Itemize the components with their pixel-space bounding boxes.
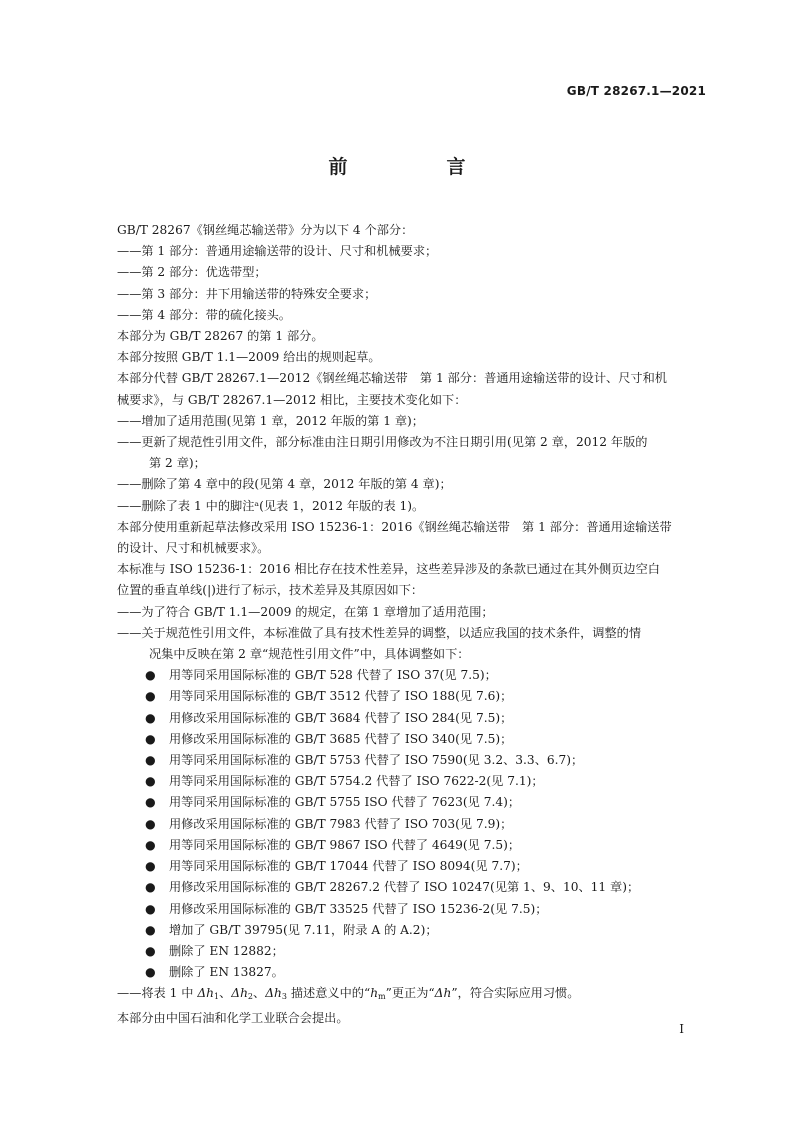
subscript: 2 xyxy=(247,992,254,1002)
symbol: Δh xyxy=(197,986,214,1001)
list-item xyxy=(145,665,707,686)
difference-text: 描述意义中的“ xyxy=(286,986,371,1001)
bullet-icon: ● xyxy=(145,689,156,704)
bullet-icon: ● xyxy=(145,668,156,683)
bullet-icon: ● xyxy=(145,731,156,746)
normative-reference-changes xyxy=(117,665,707,983)
paragraph-part-statement: 本部分为 GB/T 28267 的第 1 部分。 xyxy=(117,329,324,344)
paragraph-adoption-line2: 的设计、尺寸和机械要求》。 xyxy=(117,541,270,556)
list-item xyxy=(145,708,707,729)
part-item: ——第 1 部分：普通用途输送带的设计、尺寸和机械要求； xyxy=(117,244,438,259)
list-item-text: 用修改采用国际标准的 GB/T 28267.2 代替了 ISO 10247(见第 1、9、10、11 章)； xyxy=(169,880,640,895)
list-item-text: 用等同采用国际标准的 GB/T 17044 代替了 ISO 8094(见 7.7)； xyxy=(169,859,528,874)
list-item-text: 用等同采用国际标准的 GB/T 9867 ISO 代替了 4649(见 7.5)； xyxy=(169,837,521,852)
list-item xyxy=(145,877,707,898)
list-item-text: 删除了 EN 13827。 xyxy=(169,965,284,980)
separator: 、 xyxy=(219,986,232,1001)
bullet-icon: ● xyxy=(145,922,156,937)
bullet-icon: ● xyxy=(145,816,156,831)
list-item-text: 删除了 EN 12882； xyxy=(169,943,284,958)
bullet-icon: ● xyxy=(145,774,156,789)
foreword-body xyxy=(117,220,707,1029)
symbol: Δh xyxy=(231,986,248,1001)
bullet-icon: ● xyxy=(145,837,156,852)
list-item-text: 用修改采用国际标准的 GB/T 7983 代替了 ISO 703(见 7.9)； xyxy=(169,816,513,831)
bullet-icon: ● xyxy=(145,753,156,768)
change-item: ——增加了适用范围(见第 1 章，2012 年版的第 1 章)； xyxy=(117,413,424,428)
bullet-icon: ● xyxy=(145,880,156,895)
list-item xyxy=(145,814,707,835)
paragraph-replaces-line2: 械要求》，与 GB/T 28267.1—2012 相比，主要技术变化如下： xyxy=(117,392,467,407)
list-item xyxy=(145,729,707,750)
separator: 、 xyxy=(253,986,266,1001)
list-item-text: 用修改采用国际标准的 GB/T 33525 代替了 ISO 15236-2(见 7.5)； xyxy=(169,901,548,916)
bullet-icon: ● xyxy=(145,965,156,980)
change-item: ——删除了第 4 章中的段(见第 4 章，2012 年版的第 4 章)； xyxy=(117,477,452,492)
paragraph-differences-line1: 本标准与 ISO 15236-1：2016 相比存在技术性差异，这些差异涉及的条款已通过在其外侧页边空白 xyxy=(117,562,660,577)
list-item-text: 用等同采用国际标准的 GB/T 528 代替了 ISO 37(见 7.5)； xyxy=(169,668,497,683)
list-item xyxy=(145,920,707,941)
subscript: 3 xyxy=(281,992,287,1002)
symbol: Δh xyxy=(265,986,282,1001)
bullet-icon: ● xyxy=(145,710,156,725)
standard-code: GB/T 28267.1—2021 xyxy=(566,84,706,98)
list-item-text: 增加了 GB/T 39795(见 7.11，附录 A 的 A.2)； xyxy=(169,922,438,937)
list-item xyxy=(145,750,707,771)
symbol: h xyxy=(370,986,379,1001)
list-item xyxy=(145,686,707,707)
bullet-icon: ● xyxy=(145,859,156,874)
list-item-text: 用等同采用国际标准的 GB/T 5754.2 代替了 ISO 7622-2(见 7.1)； xyxy=(169,774,544,789)
list-item xyxy=(145,771,707,792)
bullet-icon: ● xyxy=(145,795,156,810)
part-item: ——第 4 部分：带的硫化接头。 xyxy=(117,307,291,322)
change-item-continued: 第 2 章)； xyxy=(149,456,206,471)
difference-text: ”更正为“ xyxy=(385,986,435,1001)
part-item: ——第 3 部分：井下用输送带的特殊安全要求； xyxy=(117,286,377,301)
subscript: m xyxy=(378,992,386,1002)
symbol: Δh xyxy=(434,986,452,1001)
change-item: ——删除了表 1 中的脚注ᵃ(见表 1，2012 年版的表 1)。 xyxy=(117,498,425,513)
difference-text: ”，符合实际应用习惯。 xyxy=(451,986,580,1001)
paragraph-adoption-line1: 本部分使用重新起草法修改采用 ISO 15236-1：2016《钢丝绳芯输送带 第 1 部分：普通用途输送带 xyxy=(117,519,672,534)
bullet-icon: ● xyxy=(145,943,156,958)
list-item xyxy=(145,962,707,983)
difference-text: ——将表 1 中 xyxy=(117,986,198,1001)
difference-item: ——关于规范性引用文件，本标准做了具有技术性差异的调整，以适应我国的技术条件，调整的情 xyxy=(117,625,642,640)
list-item xyxy=(145,941,707,962)
difference-item: ——为了符合 GB/T 1.1—2009 的规定，在第 1 章增加了适用范围； xyxy=(117,604,494,619)
list-item-text: 用修改采用国际标准的 GB/T 3684 代替了 ISO 284(见 7.5)； xyxy=(169,710,513,725)
list-item-text: 用等同采用国际标准的 GB/T 3512 代替了 ISO 188(见 7.6)； xyxy=(169,689,513,704)
list-item xyxy=(145,899,707,920)
paragraph-parts-intro: GB/T 28267《钢丝绳芯输送带》分为以下 4 个部分： xyxy=(117,223,414,237)
page-title: 前 言 xyxy=(328,156,506,178)
paragraph-drafting-rules: 本部分按照 GB/T 1.1—2009 给出的规则起草。 xyxy=(117,350,381,365)
list-item xyxy=(145,856,707,877)
subscript: 1 xyxy=(213,992,220,1002)
difference-item xyxy=(117,983,707,1007)
list-item-text: 用等同采用国际标准的 GB/T 5753 代替了 ISO 7590(见 3.2、3.3、6.7)； xyxy=(169,753,584,768)
paragraph-proposer: 本部分由中国石油和化学工业联合会提出。 xyxy=(117,1010,349,1025)
list-item xyxy=(145,835,707,856)
difference-item-continued: 况集中反映在第 2 章“规范性引用文件”中，具体调整如下： xyxy=(149,647,470,662)
page-number: I xyxy=(679,1022,684,1036)
part-item: ——第 2 部分：优选带型； xyxy=(117,265,267,280)
change-item: ——更新了规范性引用文件，部分标准由注日期引用修改为不注日期引用(见第 2 章，2012 年版的 xyxy=(117,435,648,450)
list-item xyxy=(145,792,707,813)
list-item-text: 用等同采用国际标准的 GB/T 5755 ISO 代替了 7623(见 7.4)； xyxy=(169,795,521,810)
paragraph-replaces-line1: 本部分代替 GB/T 28267.1—2012《钢丝绳芯输送带 第 1 部分：普通用途输送带的设计、尺寸和机 xyxy=(117,371,667,386)
list-item-text: 用修改采用国际标准的 GB/T 3685 代替了 ISO 340(见 7.5)； xyxy=(169,731,513,746)
bullet-icon: ● xyxy=(145,901,156,916)
paragraph-differences-line2: 位置的垂直单线(|)进行了标示，技术差异及其原因如下： xyxy=(117,583,424,598)
